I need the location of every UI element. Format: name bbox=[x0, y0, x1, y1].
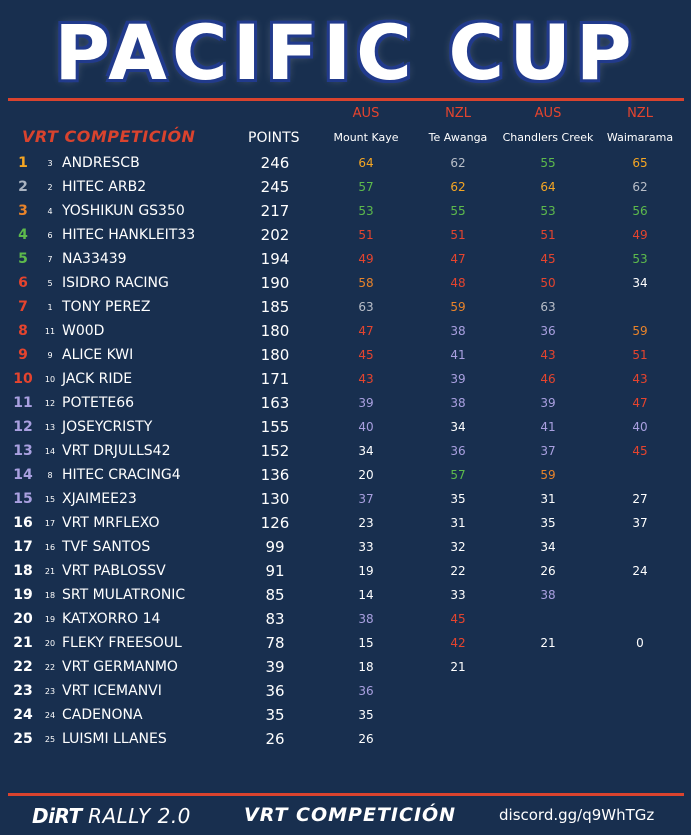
car-number: 11 bbox=[44, 327, 56, 336]
position: 16 bbox=[13, 515, 33, 531]
points-value: 155 bbox=[260, 418, 290, 436]
points-value: 99 bbox=[265, 538, 285, 556]
event-result: 64 bbox=[358, 156, 374, 170]
points-value: 180 bbox=[260, 346, 290, 364]
event-result: 35 bbox=[540, 516, 556, 530]
event-result: 36 bbox=[540, 324, 556, 338]
driver-name: HITEC ARB2 bbox=[62, 179, 147, 195]
points-value: 190 bbox=[260, 274, 290, 292]
table-row bbox=[0, 319, 691, 343]
event-result: 33 bbox=[450, 588, 466, 602]
car-number: 12 bbox=[44, 399, 56, 408]
event-result: 31 bbox=[540, 492, 556, 506]
event-track: Waimarama bbox=[606, 131, 674, 144]
table-row bbox=[0, 559, 691, 583]
position: 7 bbox=[18, 299, 28, 315]
event-track: Mount Kaye bbox=[333, 131, 399, 144]
position: 19 bbox=[13, 587, 33, 603]
position: 12 bbox=[13, 419, 33, 435]
event-result: 35 bbox=[450, 492, 466, 506]
table-row bbox=[0, 271, 691, 295]
table-row bbox=[0, 247, 691, 271]
driver-name: POTETE66 bbox=[62, 395, 135, 411]
event-result: 59 bbox=[540, 468, 556, 482]
event-result: 37 bbox=[540, 444, 556, 458]
event-result: 48 bbox=[450, 276, 466, 290]
table-row bbox=[0, 703, 691, 727]
table-row bbox=[0, 391, 691, 415]
event-result: 40 bbox=[358, 420, 374, 434]
event-result: 40 bbox=[632, 420, 648, 434]
event-result: 32 bbox=[450, 540, 466, 554]
driver-name: TVF SANTOS bbox=[62, 539, 151, 555]
position: 1 bbox=[18, 155, 28, 171]
event-result: 53 bbox=[632, 252, 648, 266]
table-row bbox=[0, 607, 691, 631]
position: 14 bbox=[13, 467, 33, 483]
table-row bbox=[0, 631, 691, 655]
event-result: 38 bbox=[358, 612, 374, 626]
table-row bbox=[0, 439, 691, 463]
table-row bbox=[0, 223, 691, 247]
table-row bbox=[0, 463, 691, 487]
driver-name: HITEC HANKLEIT33 bbox=[62, 227, 196, 243]
car-number: 14 bbox=[44, 447, 56, 456]
driver-name: NA33439 bbox=[62, 251, 127, 267]
event-result: 49 bbox=[632, 228, 648, 242]
event-result: 47 bbox=[450, 252, 466, 266]
car-number: 10 bbox=[44, 375, 56, 384]
car-number: 20 bbox=[44, 639, 56, 648]
event-result: 41 bbox=[540, 420, 556, 434]
position: 9 bbox=[18, 347, 28, 363]
car-number: 24 bbox=[44, 711, 56, 720]
event-track: Te Awanga bbox=[428, 131, 488, 144]
position: 11 bbox=[13, 395, 33, 411]
event-result: 45 bbox=[632, 444, 648, 458]
event-result: 39 bbox=[358, 396, 374, 410]
driver-name: YOSHIKUN GS350 bbox=[62, 203, 185, 219]
points-value: 83 bbox=[265, 610, 285, 628]
event-result: 45 bbox=[450, 612, 466, 626]
position: 8 bbox=[18, 323, 28, 339]
table-row bbox=[0, 487, 691, 511]
event-result: 62 bbox=[450, 156, 466, 170]
event-result: 53 bbox=[358, 204, 374, 218]
points-value: 91 bbox=[265, 562, 285, 580]
event-result: 47 bbox=[358, 324, 374, 338]
position: 5 bbox=[18, 251, 28, 267]
event-result: 64 bbox=[540, 180, 556, 194]
team-label: VRT COMPETICIÓN bbox=[22, 127, 196, 146]
points-value: 194 bbox=[260, 250, 290, 268]
event-result: 43 bbox=[632, 372, 648, 386]
points-header: POINTS bbox=[248, 130, 300, 146]
event-result: 18 bbox=[358, 660, 374, 674]
car-number: 15 bbox=[44, 495, 56, 504]
event-result: 43 bbox=[358, 372, 374, 386]
event-result: 57 bbox=[450, 468, 466, 482]
event-result: 34 bbox=[540, 540, 556, 554]
event-result: 55 bbox=[450, 204, 466, 218]
footer-divider bbox=[8, 793, 684, 796]
car-number: 5 bbox=[47, 279, 53, 288]
table-row bbox=[0, 199, 691, 223]
event-result: 14 bbox=[358, 588, 374, 602]
event-result: 56 bbox=[632, 204, 648, 218]
points-value: 163 bbox=[260, 394, 290, 412]
event-result: 51 bbox=[540, 228, 556, 242]
event-country: AUS bbox=[352, 106, 380, 121]
table-row bbox=[0, 367, 691, 391]
event-result: 26 bbox=[540, 564, 556, 578]
points-value: 85 bbox=[265, 586, 285, 604]
event-result: 57 bbox=[358, 180, 374, 194]
car-number: 3 bbox=[47, 159, 53, 168]
car-number: 17 bbox=[44, 519, 56, 528]
discord-link[interactable]: discord.gg/q9WhTGz bbox=[499, 806, 655, 824]
position: 24 bbox=[13, 707, 33, 723]
driver-name: VRT GERMANMO bbox=[62, 659, 178, 675]
position: 10 bbox=[13, 371, 33, 387]
position: 18 bbox=[13, 563, 33, 579]
logo-dirt: DiRT bbox=[32, 804, 82, 828]
event-result: 24 bbox=[632, 564, 648, 578]
points-value: 217 bbox=[260, 202, 290, 220]
car-number: 4 bbox=[47, 207, 53, 216]
car-number: 22 bbox=[44, 663, 56, 672]
car-number: 23 bbox=[44, 687, 56, 696]
points-value: 171 bbox=[260, 370, 290, 388]
driver-name: VRT MRFLEXO bbox=[62, 515, 160, 531]
event-result: 26 bbox=[358, 732, 374, 746]
position: 3 bbox=[18, 203, 28, 219]
event-result: 34 bbox=[358, 444, 374, 458]
event-result: 33 bbox=[358, 540, 374, 554]
table-row bbox=[0, 295, 691, 319]
car-number: 6 bbox=[47, 231, 53, 240]
driver-name: KATXORRO 14 bbox=[62, 611, 161, 627]
points-value: 36 bbox=[265, 682, 285, 700]
driver-name: JACK RIDE bbox=[62, 371, 133, 387]
event-country: NZL bbox=[627, 106, 653, 121]
driver-name: VRT ICEMANVI bbox=[62, 683, 162, 699]
event-result: 51 bbox=[358, 228, 374, 242]
car-number: 16 bbox=[44, 543, 56, 552]
event-result: 59 bbox=[450, 300, 466, 314]
car-number: 19 bbox=[44, 615, 56, 624]
event-result: 53 bbox=[540, 204, 556, 218]
event-result: 59 bbox=[632, 324, 648, 338]
car-number: 8 bbox=[47, 471, 53, 480]
table-row bbox=[0, 655, 691, 679]
event-result: 58 bbox=[358, 276, 374, 290]
event-result: 55 bbox=[540, 156, 556, 170]
table-row bbox=[0, 727, 691, 751]
event-result: 63 bbox=[540, 300, 556, 314]
car-number: 9 bbox=[47, 351, 53, 360]
driver-name: W00D bbox=[62, 323, 105, 339]
event-result: 45 bbox=[358, 348, 374, 362]
page-title bbox=[0, 8, 691, 97]
event-result: 34 bbox=[450, 420, 466, 434]
driver-name: HITEC CRACING4 bbox=[62, 467, 181, 483]
points-value: 35 bbox=[265, 706, 285, 724]
event-result: 49 bbox=[358, 252, 374, 266]
position: 23 bbox=[13, 683, 33, 699]
event-result: 37 bbox=[358, 492, 374, 506]
table-row bbox=[0, 415, 691, 439]
event-result: 50 bbox=[540, 276, 556, 290]
table-row bbox=[0, 151, 691, 175]
position: 21 bbox=[13, 635, 33, 651]
car-number: 21 bbox=[44, 567, 56, 576]
event-result: 36 bbox=[450, 444, 466, 458]
event-result: 62 bbox=[450, 180, 466, 194]
event-result: 0 bbox=[636, 636, 644, 650]
event-result: 36 bbox=[358, 684, 374, 698]
event-result: 39 bbox=[450, 372, 466, 386]
table-row bbox=[0, 175, 691, 199]
event-track: Chandlers Creek bbox=[502, 131, 594, 144]
table-row bbox=[0, 343, 691, 367]
event-result: 47 bbox=[632, 396, 648, 410]
event-result: 38 bbox=[450, 396, 466, 410]
driver-name: CADENONA bbox=[62, 707, 143, 723]
event-result: 62 bbox=[632, 180, 648, 194]
event-result: 38 bbox=[450, 324, 466, 338]
dirt-rally-logo bbox=[32, 804, 191, 828]
table-row bbox=[0, 535, 691, 559]
points-value: 245 bbox=[260, 178, 290, 196]
position: 20 bbox=[13, 611, 33, 627]
event-result: 15 bbox=[358, 636, 374, 650]
event-country: NZL bbox=[445, 106, 471, 121]
position: 25 bbox=[13, 731, 33, 747]
points-value: 126 bbox=[260, 514, 290, 532]
position: 4 bbox=[18, 227, 28, 243]
event-result: 19 bbox=[358, 564, 374, 578]
event-result: 39 bbox=[540, 396, 556, 410]
position: 2 bbox=[18, 179, 28, 195]
car-number: 1 bbox=[47, 303, 53, 312]
points-value: 130 bbox=[260, 490, 290, 508]
event-result: 21 bbox=[450, 660, 466, 674]
points-value: 136 bbox=[260, 466, 290, 484]
event-result: 38 bbox=[540, 588, 556, 602]
event-result: 35 bbox=[358, 708, 374, 722]
driver-name: LUISMI LLANES bbox=[62, 731, 167, 747]
logo-rally: RALLY 2.0 bbox=[88, 804, 191, 828]
driver-name: ALICE KWI bbox=[62, 347, 134, 363]
event-result: 22 bbox=[450, 564, 466, 578]
points-value: 185 bbox=[260, 298, 290, 316]
driver-name: JOSEYCRISTY bbox=[62, 419, 153, 435]
points-value: 180 bbox=[260, 322, 290, 340]
event-result: 41 bbox=[450, 348, 466, 362]
table-row bbox=[0, 511, 691, 535]
event-result: 43 bbox=[540, 348, 556, 362]
points-value: 26 bbox=[265, 730, 285, 748]
car-number: 18 bbox=[44, 591, 56, 600]
driver-name: TONY PEREZ bbox=[62, 299, 151, 315]
points-value: 39 bbox=[265, 658, 285, 676]
driver-name: XJAIMEE23 bbox=[62, 491, 137, 507]
points-value: 78 bbox=[265, 634, 285, 652]
event-country: AUS bbox=[534, 106, 562, 121]
footer-team: VRT COMPETICIÓN bbox=[244, 804, 457, 826]
driver-name: FLEKY FREESOUL bbox=[62, 635, 182, 651]
points-value: 152 bbox=[260, 442, 290, 460]
driver-name: VRT PABLOSSV bbox=[62, 563, 166, 579]
event-result: 51 bbox=[632, 348, 648, 362]
event-result: 45 bbox=[540, 252, 556, 266]
points-value: 246 bbox=[260, 154, 290, 172]
table-row bbox=[0, 679, 691, 703]
position: 17 bbox=[13, 539, 33, 555]
position: 13 bbox=[13, 443, 33, 459]
event-result: 20 bbox=[358, 468, 374, 482]
event-result: 34 bbox=[632, 276, 648, 290]
table-row bbox=[0, 583, 691, 607]
position: 22 bbox=[13, 659, 33, 675]
event-result: 51 bbox=[450, 228, 466, 242]
title-text: PACIFIC CUP bbox=[54, 8, 637, 97]
event-result: 37 bbox=[632, 516, 648, 530]
event-result: 65 bbox=[632, 156, 648, 170]
car-number: 25 bbox=[44, 735, 56, 744]
driver-name: ISIDRO RACING bbox=[62, 275, 169, 291]
driver-name: ANDRESCB bbox=[62, 155, 140, 171]
event-result: 21 bbox=[540, 636, 556, 650]
event-result: 23 bbox=[358, 516, 374, 530]
car-number: 2 bbox=[47, 183, 53, 192]
event-result: 42 bbox=[450, 636, 466, 650]
position: 6 bbox=[18, 275, 28, 291]
car-number: 7 bbox=[47, 255, 53, 264]
driver-name: VRT DRJULLS42 bbox=[62, 443, 171, 459]
points-value: 202 bbox=[260, 226, 290, 244]
car-number: 13 bbox=[44, 423, 56, 432]
event-result: 27 bbox=[632, 492, 648, 506]
position: 15 bbox=[13, 491, 33, 507]
event-result: 46 bbox=[540, 372, 556, 386]
event-result: 31 bbox=[450, 516, 466, 530]
driver-name: SRT MULATRONIC bbox=[62, 587, 186, 603]
header-divider bbox=[8, 98, 684, 101]
event-result: 63 bbox=[358, 300, 374, 314]
